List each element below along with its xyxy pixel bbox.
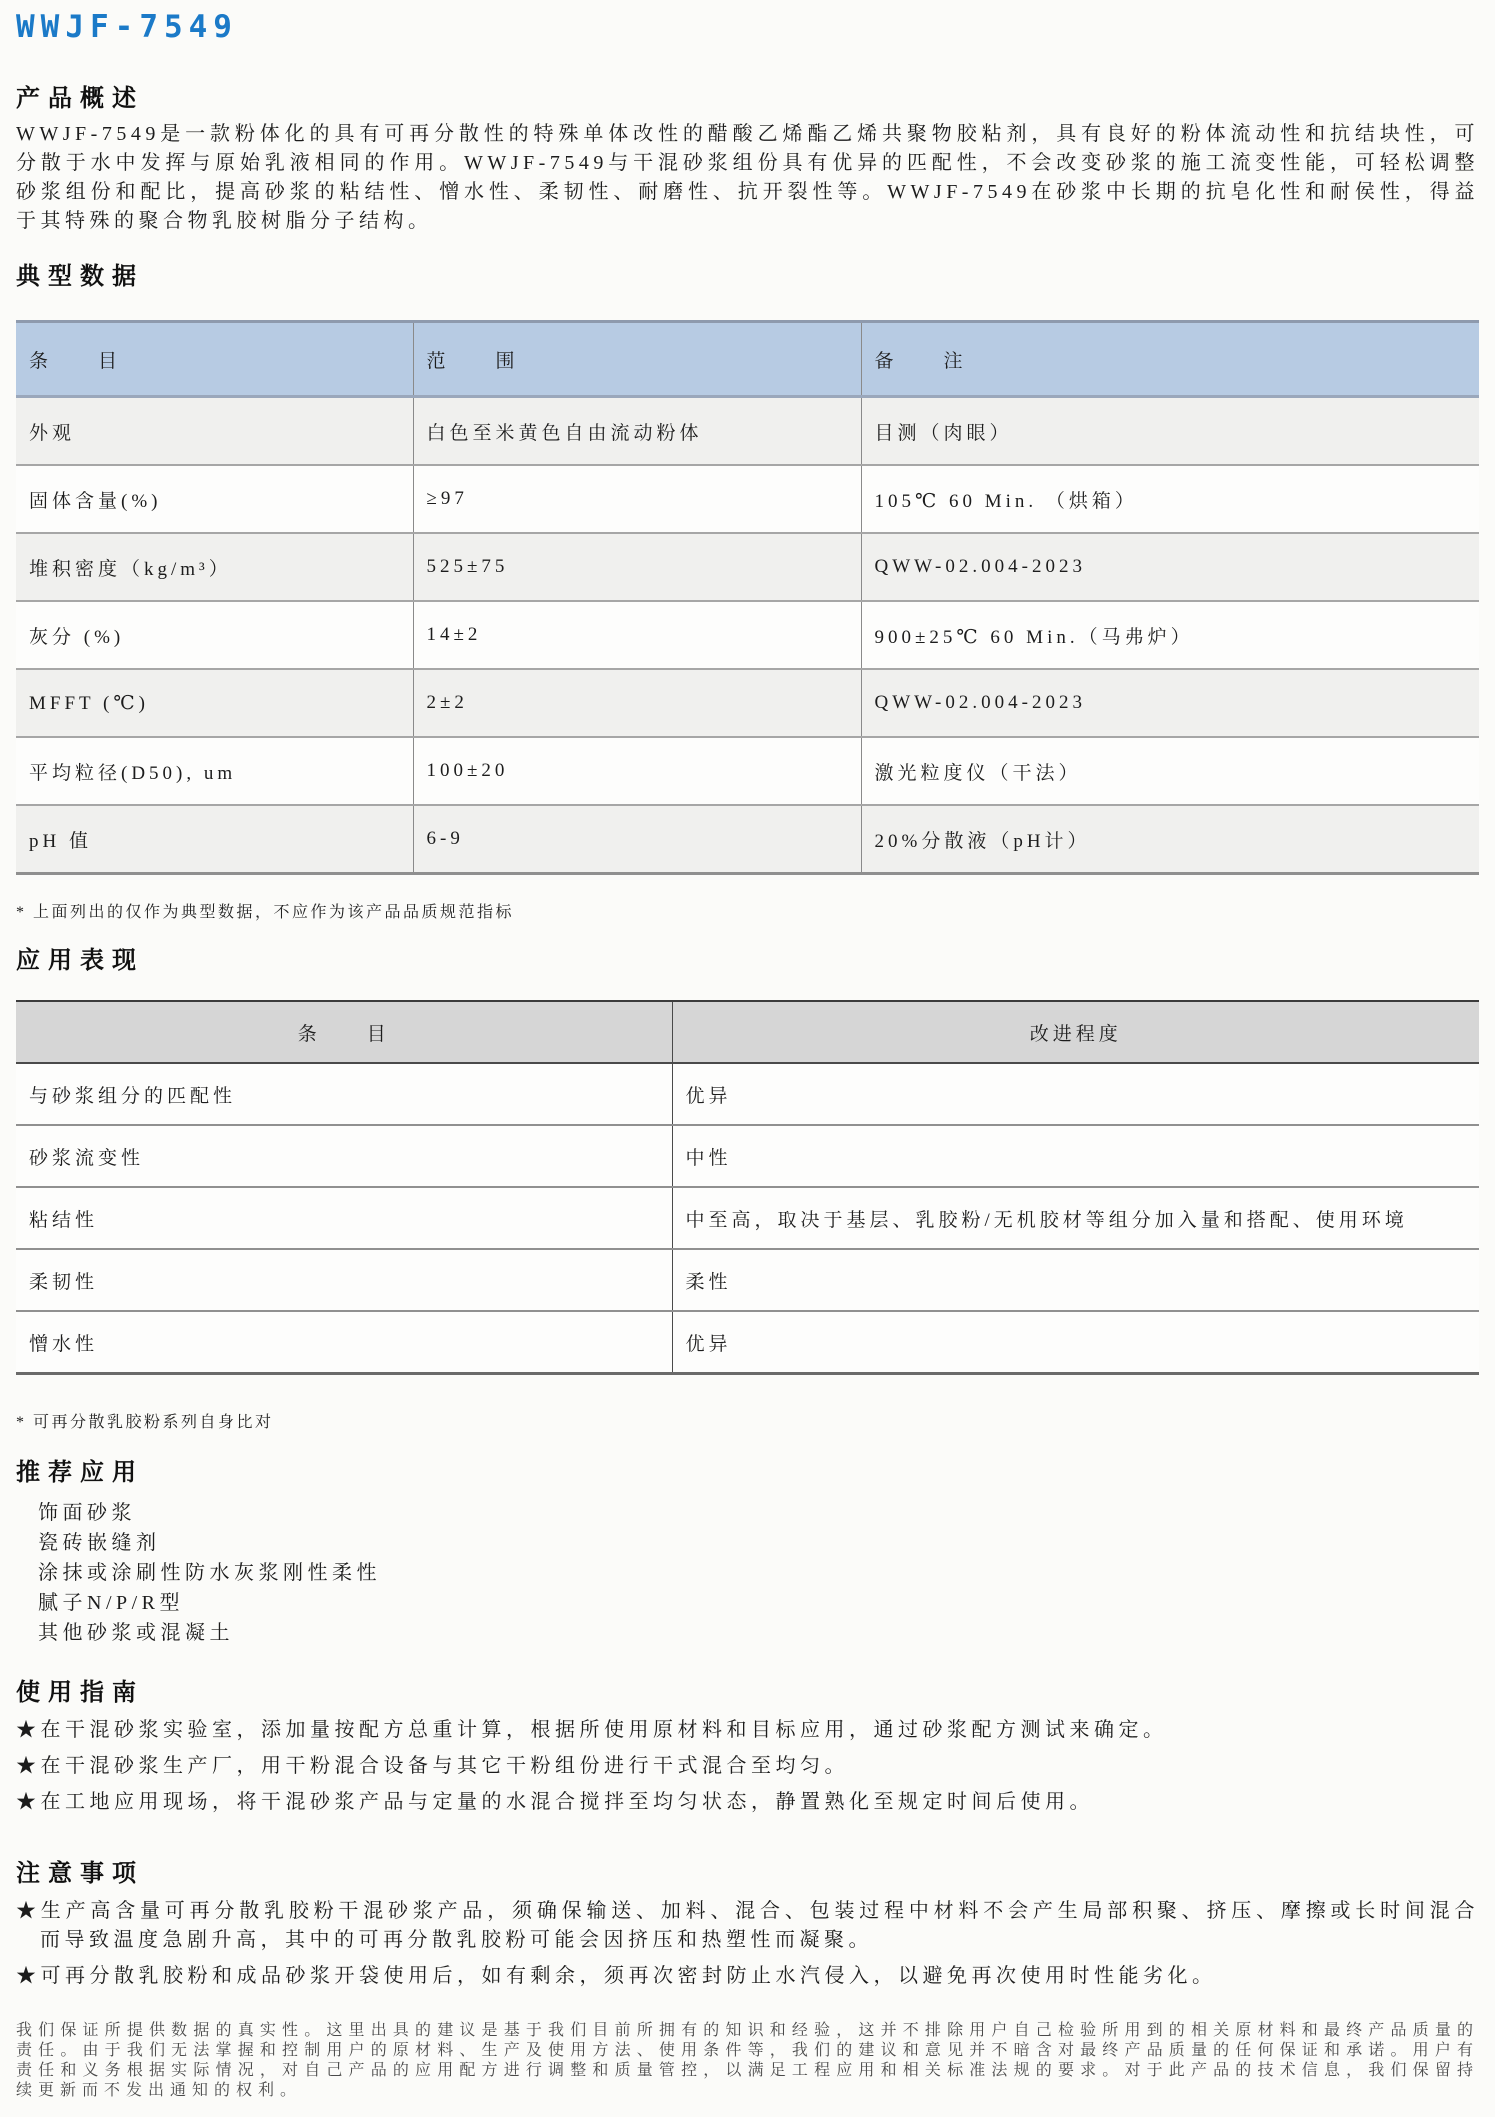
table-row [16,1125,1479,1187]
column-header-improvement: 改进程度 [672,1001,1479,1063]
list-item: ★在干混砂浆实验室，添加量按配方总重计算，根据所使用原材料和目标应用，通过砂浆配方测试来确定。 [16,1719,1168,1741]
table-cell: 固体含量(%) [16,465,413,533]
table-cell: 中性 [672,1125,1479,1187]
table-row [16,533,1479,601]
table-row [16,1249,1479,1311]
table-row [16,465,1479,533]
precautions-list [16,1897,1479,1991]
list-item: ★在工地应用现场，将干混砂浆产品与定量的水混合搅拌至均匀状态，静置熟化至规定时间后使用。 [16,1791,1094,1813]
list-item: 饰面砂浆 [38,1502,136,1524]
table-row [16,1187,1479,1249]
table-cell: QWW-02.004-2023 [861,533,1479,601]
table-cell: 外观 [16,397,413,466]
table-cell: 粘结性 [16,1187,672,1249]
table-cell: 20%分散液（pH计） [861,805,1479,874]
typical-data-footnote: * 上面列出的仅作为典型数据，不应作为该产品品质规范指标 [16,904,515,921]
table-cell: ≥97 [413,465,861,533]
table-row [16,669,1479,737]
page-title: WWJF-7549 [16,9,238,45]
list-item: ★可再分散乳胶粉和成品砂浆开袋使用后，如有剩余，须再次密封防止水汽侵入，以避免再次使用时性能劣化。 [16,1965,1217,1987]
table-cell: 柔性 [672,1249,1479,1311]
table-cell: 中至高，取决于基层、乳胶粉/无机胶材等组分加入量和搭配、使用环境 [672,1187,1479,1249]
table-cell: 100±20 [413,737,861,805]
list-item: 涂抹或涂刷性防水灰浆刚性柔性 [38,1562,381,1584]
table-row [16,601,1479,669]
table-row [16,1311,1479,1374]
application-header-row [16,1001,1479,1063]
table-cell: 砂浆流变性 [16,1125,672,1187]
table-cell: 激光粒度仪（干法） [861,737,1479,805]
table-cell: 14±2 [413,601,861,669]
table-cell: 堆积密度（kg/m³） [16,533,413,601]
table-row [16,397,1479,466]
table-row [16,737,1479,805]
column-header-remark: 备 注 [861,322,1479,397]
column-header-item: 条 目 [16,1001,672,1063]
table-row [16,1063,1479,1125]
typical-data-heading: 典型数据 [16,264,144,290]
table-cell: MFFT (℃) [16,669,413,737]
table-row [16,805,1479,874]
typical-data-header-row [16,322,1479,397]
application-table [16,1000,1479,1375]
overview-paragraph: WWJF-7549是一款粉体化的具有可再分散性的特殊单体改性的醋酸乙烯酯乙烯共聚物胶粘剂，具有良好的粉体流动性和抗结块性，可分散于水中发挥与原始乳液相同的作用。WWJF-7549与干混砂浆组份具有优异的匹配性，不会改变砂浆的施工流变性能，可轻松调整砂浆组份和配比，提高砂浆的粘结性、憎水性、柔韧性、耐磨性、抗开裂性等。WWJF-7549在砂浆中长期的抗皂化性和耐侯性，得益于其特殊的聚合物乳胶树脂分子结构。 [16,123,1479,232]
table-cell: 平均粒径(D50), um [16,737,413,805]
application-footnote: * 可再分散乳胶粉系列自身比对 [16,1414,274,1431]
list-item: ★生产高含量可再分散乳胶粉干混砂浆产品，须确保输送、加料、混合、包装过程中材料不会产生局部积聚、挤压、摩擦或长时间混合而导致温度急剧升高，其中的可再分散乳胶粉可能会因挤压和热塑性而凝聚。 [16,1900,1479,1951]
precautions-heading: 注意事项 [16,1861,144,1887]
table-cell: pH 值 [16,805,413,874]
table-cell: 525±75 [413,533,861,601]
table-cell: 白色至米黄色自由流动粉体 [413,397,861,466]
recommended-heading: 推荐应用 [16,1460,144,1486]
table-cell: 目测（肉眼） [861,397,1479,466]
table-cell: 柔韧性 [16,1249,672,1311]
table-cell: 6-9 [413,805,861,874]
table-cell: 与砂浆组分的匹配性 [16,1063,672,1125]
table-cell: 105℃ 60 Min. （烘箱） [861,465,1479,533]
table-cell: QWW-02.004-2023 [861,669,1479,737]
overview-heading: 产品概述 [16,86,144,112]
list-item: 其他砂浆或混凝土 [38,1622,234,1644]
table-cell: 灰分 (%) [16,601,413,669]
application-heading: 应用表现 [16,948,144,974]
table-cell: 优异 [672,1063,1479,1125]
list-item: 腻子N/P/R型 [38,1592,185,1614]
usage-list [16,1716,1479,1817]
column-header-range: 范 围 [413,322,861,397]
list-item: 瓷砖嵌缝剂 [38,1532,161,1554]
usage-heading: 使用指南 [16,1680,144,1706]
column-header-item: 条 目 [16,322,413,397]
table-cell: 900±25℃ 60 Min.（马弗炉） [861,601,1479,669]
table-cell: 2±2 [413,669,861,737]
table-cell: 优异 [672,1311,1479,1374]
typical-data-table [16,320,1479,875]
list-item: ★在干混砂浆生产厂，用干粉混合设备与其它干粉组份进行干式混合至均匀。 [16,1755,849,1777]
recommended-list [16,1498,1479,1648]
table-cell: 憎水性 [16,1311,672,1374]
disclaimer-text: 我们保证所提供数据的真实性。这里出具的建议是基于我们目前所拥有的知识和经验，这并不排除用户自己检验所用到的相关原材料和最终产品质量的责任。由于我们无法掌握和控制用户的原材料、生产及使用方法、使用条件等，我们的建议和意见并不暗含对最终产品质量的任何保证和承诺。用户有责任和义务根据实际情况，对自己产品的应用配方进行调整和质量管控，以满足工程应用和相关标准法规的要求。对于此产品的技术信息，我们保留持续更新而不发出通知的权利。 [16,2022,1479,2099]
